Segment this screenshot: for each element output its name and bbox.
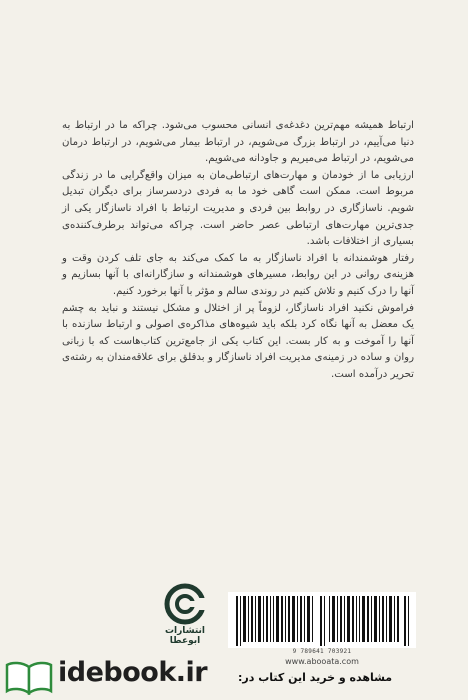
publisher-name-line1: انتشارات bbox=[165, 626, 205, 636]
blurb-paragraph-1: ارتباط همیشه مهم‌ترین دغدغه‌ی انسانی محسوب می‌شود. چراکه ما در ارتباط به دنیا می‌آییم، در ارتباط بزرگ می‌شویم، در ارتباط بیمار می‌شویم، در ارتباط درمان می‌شویم، در ارتباط می‌میریم و جاودانه می‌شویم. bbox=[62, 120, 414, 165]
book-icon bbox=[4, 659, 54, 695]
publisher-website: www.abooata.com bbox=[285, 657, 359, 666]
isbn-barcode bbox=[228, 592, 416, 648]
watermark-brand: idebook.ir bbox=[58, 657, 208, 688]
blurb-paragraph-4: فراموش نکنید افراد ناسازگار، لزوماً پر از اختلال و مشکل نیستند و نباید به چشم یک معضل به آنها نگاه کرد بلکه باید شیوه‌های مذاکره‌ی اصولی و ارتباط سازنده با آنها را آموخت و به کار بست. این کتاب یکی از جامع‌ترین کتاب‌هاست که با زبانی روان و ساده در زمینه‌ی مدیریت افراد ناسازگار و بدقلق برای علاقه‌مندان به رشته‌ی تحریر درآمده است. bbox=[62, 302, 414, 380]
publisher-logo-icon bbox=[164, 582, 206, 626]
isbn-number: 9 789641 703921 bbox=[292, 648, 352, 655]
blurb-paragraph-2: ارزیابی ما از خودمان و مهارت‌های ارتباطی‌مان به میزان واقع‌گرایی ما در زندگی مربوط است. ممکن است گاهی خود ما به فردی دردسرساز برای دیگران تبدیل شویم. ناسازگاری در روابط بین فردی و مدیریت ارتباط با افراد ناسازگار یکی از جدی‌ترین مهارت‌های ارتباطی عصر حاضر است. چراکه می‌تواند برطرف‌کننده‌ی بسیاری از اختلافات باشد. bbox=[62, 169, 414, 248]
back-cover-blurb bbox=[62, 118, 414, 384]
blurb-paragraph-3: رفتار هوشمندانه با افراد ناسازگار به ما کمک می‌کند به جای تلف کردن وقت و هزینه‌ی روانی در این روابط، مسیرهای هوشمندانه و سازگارانه‌ای با آنها بسازیم و آنها را درک کنیم و تلاش کنیم در روندی سالم و مؤثر با آنها برخورد کنیم. bbox=[62, 252, 414, 297]
idebook-watermark bbox=[0, 655, 468, 700]
publisher-logo bbox=[160, 582, 210, 662]
watermark-caption: مشاهده و خرید این کتاب در: bbox=[238, 671, 393, 684]
publisher-name-line2: ابوعطا bbox=[169, 636, 201, 646]
